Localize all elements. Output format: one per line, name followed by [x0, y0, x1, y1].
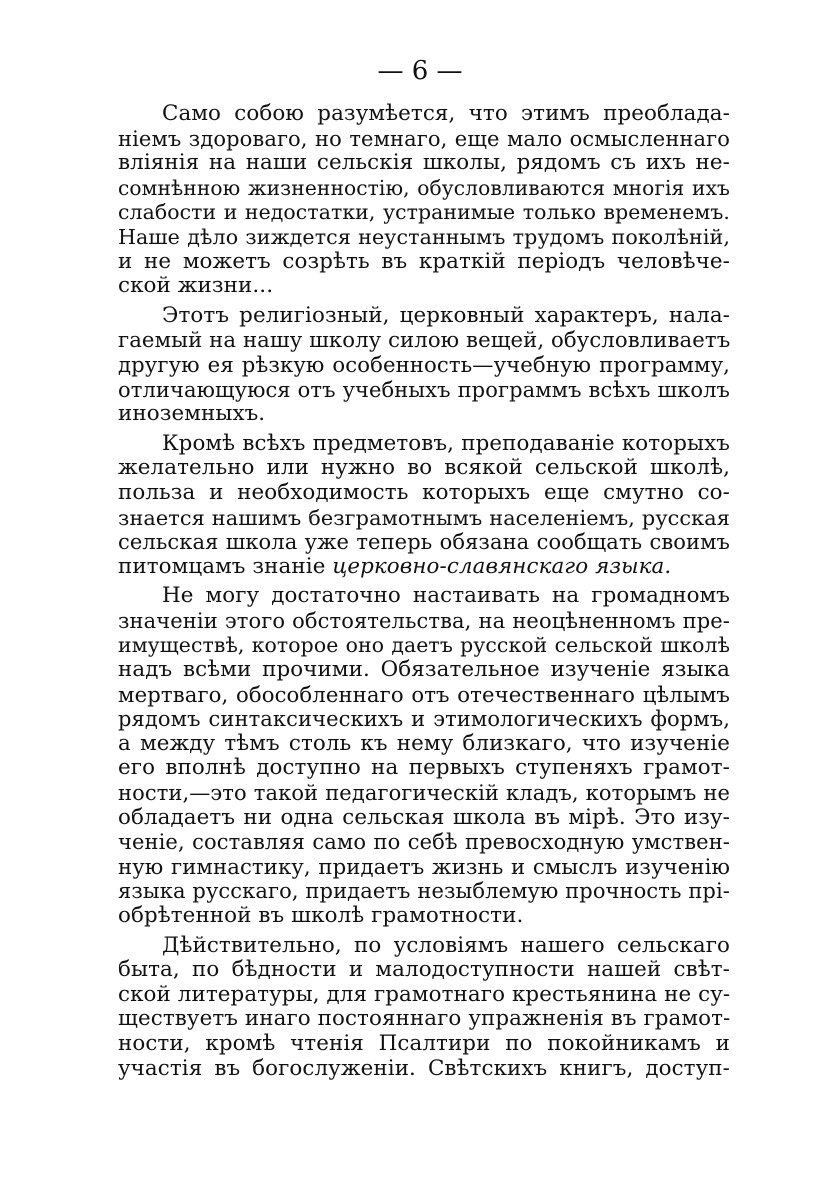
text-line: Дѣйствительно, по условіямъ нашего сельскаго: [162, 932, 730, 958]
text-line: вліянія на наши сельскія школы, рядомъ съ ихъ не-: [118, 150, 730, 176]
text-line: рядомъ синтаксическихъ и этимологическихъ формъ,: [118, 707, 730, 732]
text-line: сельская школа уже теперь обязана сообщать своимъ: [118, 530, 730, 555]
text-line: ской жизни...: [118, 273, 274, 299]
text-line: его вполнѣ доступно на первыхъ ступеняхъ грамот-: [118, 755, 730, 781]
text-line: имуществѣ, которое оно даетъ русской сельской школѣ: [118, 633, 730, 658]
text-line: иноземныхъ.: [118, 401, 266, 427]
paragraph-3: [118, 432, 730, 580]
text-line: надъ всѣми прочими. Обязательное изученіе языка: [118, 657, 730, 683]
text-line-prefix: питомцамъ знаніе: [118, 553, 333, 579]
text-line: отличающуюся отъ учебныхъ программъ всѣхъ школъ: [118, 377, 730, 402]
text-line: слабости и недостатки, устранимые только временемъ.: [118, 200, 730, 225]
text-line: Не могу достаточно настаивать на громадномъ: [162, 583, 730, 609]
text-line: Наше дѣло зиждется неустаннымъ трудомъ поколѣній,: [118, 224, 730, 249]
text-line: ности, кромѣ чтенія Псалтири по покойникамъ и: [118, 1030, 730, 1056]
paragraph-5: [118, 934, 730, 1082]
text-line: знается нашимъ безграмотнымъ населеніемъ, русская: [118, 505, 730, 530]
text-line: и не можетъ созрѣть въ краткій періодъ человѣче-: [118, 248, 730, 274]
text-line: ченіе, составляя само по себѣ превосходную умствен-: [118, 830, 730, 855]
paragraph-1: [118, 102, 730, 299]
text-line: языка русскаго, придаетъ незыблемую прочность прі-: [118, 879, 730, 904]
text-line: сомнѣнною жизненностію, обусловливаются многія ихъ: [118, 175, 730, 200]
text-line: гаемый на нашу школу силою вещей, обусловливаетъ: [118, 327, 731, 353]
text-line: обладаетъ ни одна сельская школа въ мірѣ. Это изу-: [118, 804, 730, 830]
text-line: обрѣтенной въ школѣ грамотности.: [118, 903, 524, 928]
text-line: [118, 555, 730, 580]
page-number: — 6 —: [377, 56, 463, 86]
body-text: [118, 102, 730, 1081]
text-line: польза и необходимость которыхъ еще смутно со-: [118, 479, 730, 505]
text-line: мертваго, обособленнаго отъ отечественнаго цѣлымъ: [118, 681, 730, 707]
text-line: значеніи этого обстоятельства, на неоцѣненномъ пре-: [118, 608, 730, 633]
text-line: участія въ богослуженіи. Свѣтскихъ книгъ, доступ-: [118, 1055, 730, 1081]
paragraph-4: [118, 584, 730, 928]
text-line: Кромѣ всѣхъ предметовъ, преподаваніе которыхъ: [162, 430, 730, 456]
text-line: ніемъ здороваго, но темнаго, еще мало осмысленнаго: [118, 126, 730, 151]
paragraph-2: [118, 304, 730, 427]
text-line: желательно или нужно во всякой сельской школѣ,: [118, 455, 730, 481]
italic-emphasis: церковно-славянскаго языка.: [332, 553, 672, 579]
text-line: ную гимнастику, придаетъ жизнь и смыслъ изученію: [118, 853, 730, 879]
text-line: Этотъ религіозный, церковный характеръ, нала-: [162, 302, 730, 328]
text-line: быта, по бѣдности и малодоступности нашей свѣт-: [118, 957, 730, 983]
text-line: ности,—это такой педагогическій кладъ, которымъ не: [118, 781, 730, 806]
text-line: ществуетъ инаго постояннаго упражненія въ грамот-: [118, 1006, 731, 1032]
text-line: ской литературы, для грамотнаго крестьянина не су-: [118, 981, 731, 1007]
text-line: Само собою разумѣется, что этимъ преоблада-: [162, 101, 730, 126]
text-line: а между тѣмъ столь къ нему близкаго, что изученіе: [118, 730, 730, 756]
text-line: другую ея рѣзкую особенность—учебную программу,: [118, 351, 730, 377]
